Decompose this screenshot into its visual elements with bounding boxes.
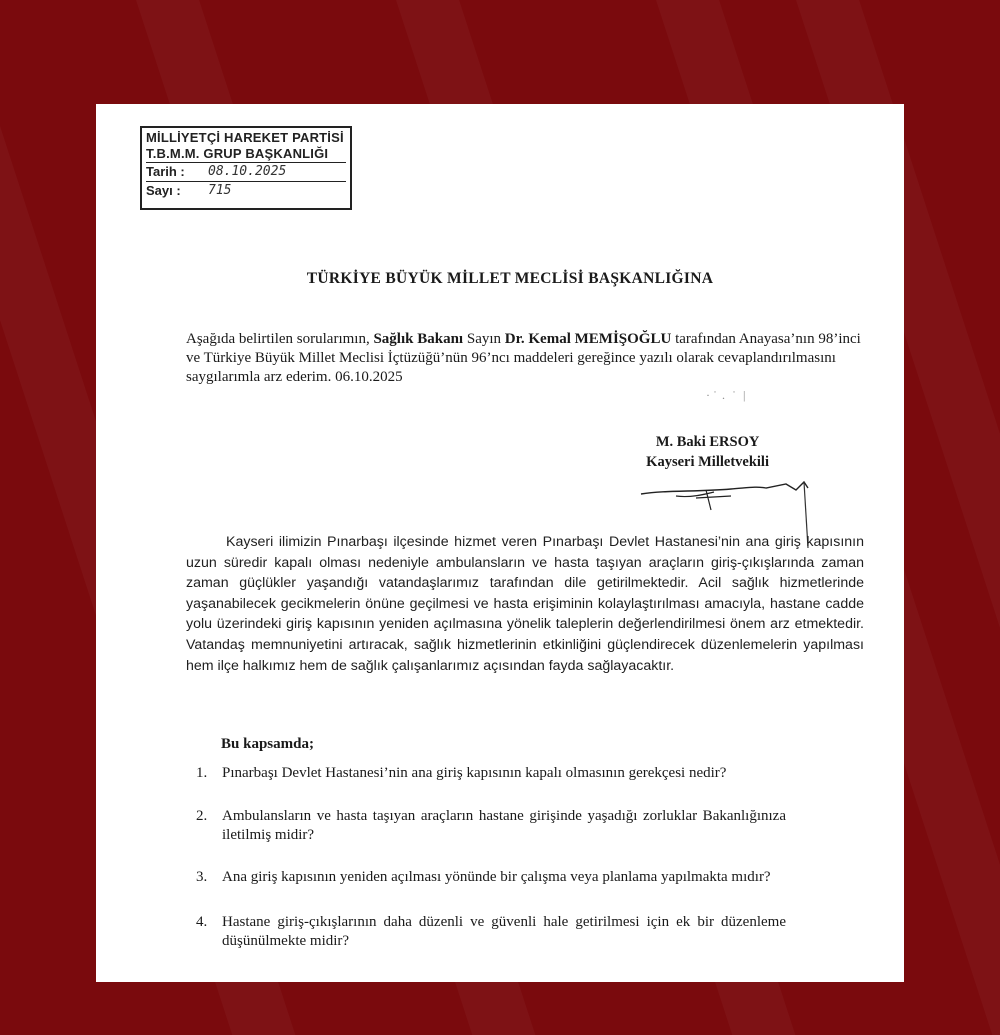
signer-name: M. Baki ERSOY xyxy=(655,434,760,450)
minister-title: Sağlık Bakanı xyxy=(373,331,464,347)
stamp-number-row xyxy=(146,181,346,200)
question-text: Hastane giriş-çıkışlarının daha düzenli ve güvenli hale getirilmesi için ek bir düzenleme düşünülmekte midir? xyxy=(222,914,786,949)
stamp-group-name: T.B.M.M. GRUP BAŞKANLIĞI xyxy=(146,146,329,161)
question-text: Ambulansların ve hasta taşıyan araçların hastane girişinde yaşadığı zorluklar Bakanlığınıza iletilmiş midir? xyxy=(222,808,786,843)
question-item xyxy=(196,868,786,887)
question-number: 2. xyxy=(196,808,208,824)
question-number: 4. xyxy=(196,914,208,930)
question-text: Pınarbaşı Devlet Hastanesi’nin ana giriş kapısının kapalı olmasının gerekçesi nedir? xyxy=(222,765,727,781)
body-paragraph: Kayseri ilimizin Pınarbaşı ilçesinde hizmet veren Pınarbaşı Devlet Hastanesi’nin ana giriş kapısının uzun süredir kapalı olması nedeniyle ambulansların ve hasta taşıyan araçların giriş-çıkışlarında zaman zaman güçlükler yaşandığı vatandaşlarımız tarafından dile getirilmektedir. Acil sağlık hizmetlerinde yaşanabilecek gecikmelerin önüne geçilmesi ve hasta erişiminin kolaylaştırılması amacıyla, hastane cadde yolu üzerindeki giriş kapısının yeniden açılmasına yönelik taleplerin değerlendirilmesi önem arz etmektedir. Vatandaş memnuniyetini artıracak, sağlık hizmetlerinin etkinliğini güçlendirecek düzenlemelerin yapılması hem ilçe halkımız hem de sağlık çalışanlarımız açısından fayda sağlayacaktır. xyxy=(186,534,864,674)
question-item xyxy=(196,764,786,783)
question-text: Ana giriş kapısının yeniden açılması yönünde bir çalışma veya planlama yapılmakta mıdır? xyxy=(222,869,771,885)
intro-paragraph xyxy=(186,330,866,387)
stamp-number-value: 715 xyxy=(208,183,232,198)
stamp-party-name: MİLLİYETÇİ HAREKET PARTİSİ xyxy=(146,130,344,145)
question-item xyxy=(196,913,786,951)
document-page xyxy=(96,104,904,982)
stamp-number-label: Sayı : xyxy=(146,183,181,198)
party-stamp xyxy=(140,126,352,210)
intro-text-2: Sayın xyxy=(463,331,505,347)
intro-text-3: tarafından Anayasa’nın 98’inci ve Türkiye Büyük Millet Meclisi İçtüzüğü’nün 96’ncı maddeleri gereğince yazılı olarak cevaplandırılmasını saygılarımla arz ederim. 06.10.2025 xyxy=(186,331,861,385)
minister-name: Dr. Kemal MEMİŞOĞLU xyxy=(504,331,672,347)
document-title: TÜRKİYE BÜYÜK MİLLET MECLİSİ BAŞKANLIĞINA xyxy=(306,270,714,287)
intro-text-1: Aşağıda belirtilen sorularımın, xyxy=(186,331,374,347)
question-item xyxy=(196,807,786,845)
stamp-date-row xyxy=(146,162,346,181)
question-number: 3. xyxy=(196,869,208,885)
faint-mark: · ̇ . ˙ | xyxy=(706,388,748,402)
stamp-date-label: Tarih : xyxy=(146,164,185,179)
section-heading: Bu kapsamda; xyxy=(221,736,314,752)
stamp-date-value: 08.10.2025 xyxy=(208,164,287,179)
signer-role: Kayseri Milletvekili xyxy=(646,454,769,470)
question-list xyxy=(196,764,786,951)
question-number: 1. xyxy=(196,765,208,781)
signer-block xyxy=(646,432,769,472)
